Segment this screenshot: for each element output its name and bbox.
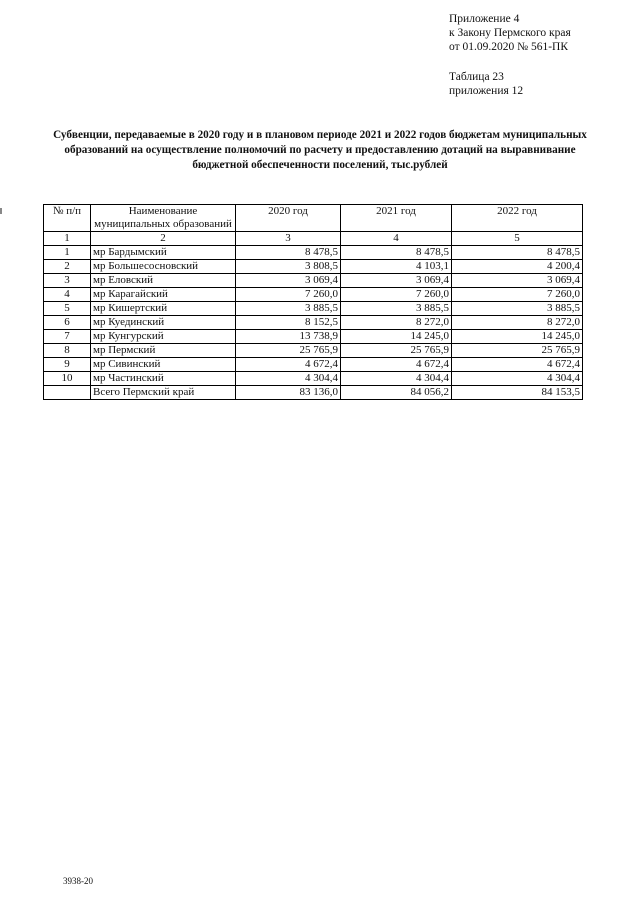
row-2020: 3 885,5 [236,302,341,316]
table-row [44,344,583,358]
row-num: 7 [44,330,91,344]
row-2021: 25 765,9 [341,344,452,358]
row-2021: 4 672,4 [341,358,452,372]
table-row [44,274,583,288]
row-2022: 4 200,4 [452,260,583,274]
total-row [44,386,583,400]
table-ref-line-2: приложения 12 [449,85,524,97]
total-2020: 83 136,0 [236,386,341,400]
column-number-row [44,232,583,246]
colnum-3: 3 [236,232,341,246]
title-line-3: бюджетной обеспеченности поселений, тыс.рублей [192,159,448,171]
table-row [44,358,583,372]
appendix-line-3: от 01.09.2020 № 561-ПК [449,41,569,53]
total-num [44,386,91,400]
row-2020: 3 069,4 [236,274,341,288]
row-name: мр Кунгурский [91,330,236,344]
header-name [91,205,236,232]
table-row [44,330,583,344]
row-num: 10 [44,372,91,386]
table-row [44,288,583,302]
header-name-text: Наименование муниципальных образований [94,205,232,230]
colnum-5: 5 [452,232,583,246]
table-row [44,246,583,260]
row-2021: 4 304,4 [341,372,452,386]
header-2021: 2021 год [341,205,452,232]
row-2020: 4 304,4 [236,372,341,386]
document-title [40,128,600,173]
row-2021: 8 272,0 [341,316,452,330]
row-2022: 25 765,9 [452,344,583,358]
row-num: 5 [44,302,91,316]
row-2021: 14 245,0 [341,330,452,344]
header-num [44,205,91,232]
row-name: мр Карагайский [91,288,236,302]
row-num: 1 [44,246,91,260]
row-num: 2 [44,260,91,274]
row-2021: 4 103,1 [341,260,452,274]
row-2022: 8 272,0 [452,316,583,330]
table-row [44,260,583,274]
row-2021: 3 069,4 [341,274,452,288]
scan-edge-mark [0,208,2,214]
row-num: 3 [44,274,91,288]
row-2022: 3 069,4 [452,274,583,288]
subsidy-table [43,204,583,400]
row-2020: 8 152,5 [236,316,341,330]
total-2021: 84 056,2 [341,386,452,400]
row-name: мр Еловский [91,274,236,288]
row-name: мр Куединский [91,316,236,330]
appendix-line-2: к Закону Пермского края [449,27,571,39]
row-2020: 3 808,5 [236,260,341,274]
colnum-1: 1 [44,232,91,246]
row-num: 4 [44,288,91,302]
table-row [44,302,583,316]
row-num: 9 [44,358,91,372]
row-name: мр Частинский [91,372,236,386]
header-num-text: № п/п [52,205,82,217]
row-2022: 4 672,4 [452,358,583,372]
header-2020: 2020 год [236,205,341,232]
row-name: мр Большесосновский [91,260,236,274]
row-2022: 4 304,4 [452,372,583,386]
row-name: мр Бардымский [91,246,236,260]
header-row [44,205,583,232]
colnum-4: 4 [341,232,452,246]
row-2021: 8 478,5 [341,246,452,260]
row-2022: 14 245,0 [452,330,583,344]
appendix-line-1: Приложение 4 [449,13,520,25]
title-line-1: Субвенции, передаваемые в 2020 году и в плановом периоде 2021 и 2022 годов бюджетам муниципальных [53,129,587,141]
table-row [44,372,583,386]
row-2021: 3 885,5 [341,302,452,316]
row-num: 8 [44,344,91,358]
table-reference [449,70,523,98]
row-2020: 8 478,5 [236,246,341,260]
total-name: Всего Пермский край [91,386,236,400]
colnum-2: 2 [91,232,236,246]
total-2022: 84 153,5 [452,386,583,400]
table-ref-line-1: Таблица 23 [449,71,504,83]
row-2021: 7 260,0 [341,288,452,302]
row-2020: 13 738,9 [236,330,341,344]
row-2022: 3 885,5 [452,302,583,316]
appendix-header [449,12,571,54]
title-line-2: образований на осуществление полномочий по расчету и предоставлению дотаций на выравнивание [64,144,576,156]
row-name: мр Кишертский [91,302,236,316]
table-row [44,316,583,330]
row-name: мр Пермский [91,344,236,358]
row-2022: 7 260,0 [452,288,583,302]
row-2022: 8 478,5 [452,246,583,260]
row-2020: 7 260,0 [236,288,341,302]
document-code: 3938-20 [63,876,93,886]
row-2020: 4 672,4 [236,358,341,372]
row-num: 6 [44,316,91,330]
row-name: мр Сивинский [91,358,236,372]
header-2022: 2022 год [452,205,583,232]
row-2020: 25 765,9 [236,344,341,358]
